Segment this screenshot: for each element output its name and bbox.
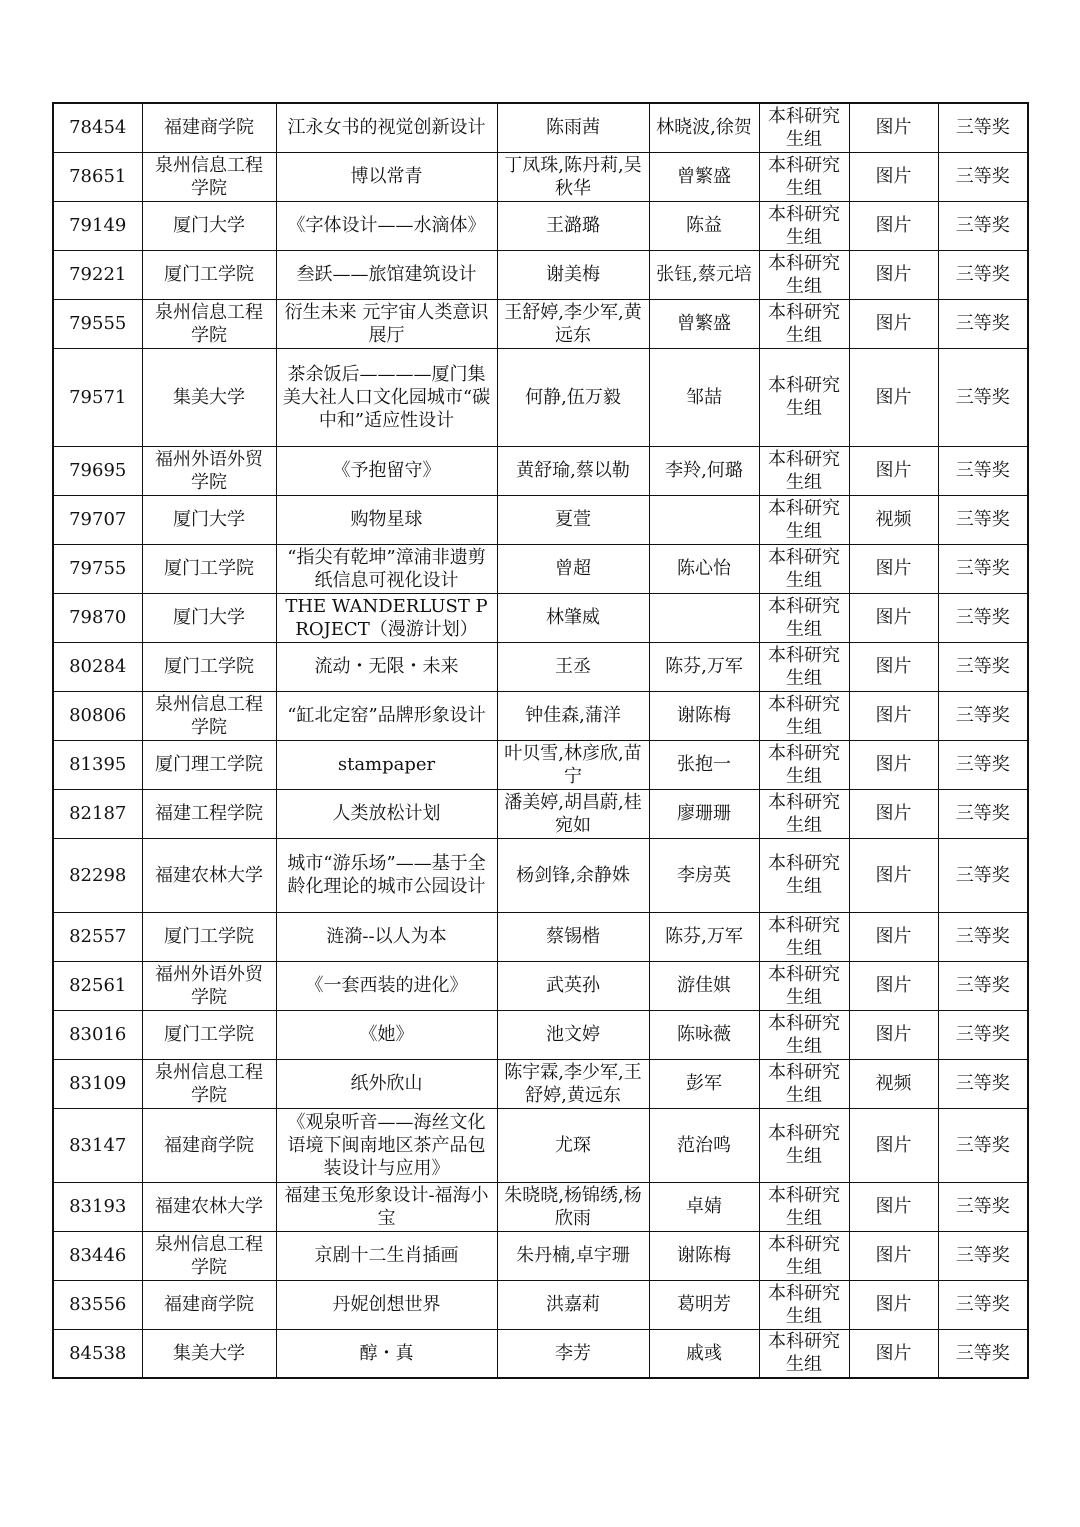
cell-award: 三等奖 [938, 838, 1028, 912]
cell-work-type: 图片 [849, 1182, 938, 1231]
cell-school: 厦门工学院 [142, 544, 276, 593]
cell-work-type: 图片 [849, 789, 938, 838]
cell-entry-id: 82561 [53, 961, 142, 1010]
cell-authors: 朱晓晓,杨锦绣,杨欣雨 [497, 1182, 649, 1231]
cell-group: 本科研究生组 [759, 446, 849, 495]
cell-advisor: 张抱一 [649, 740, 759, 789]
cell-work-type: 图片 [849, 544, 938, 593]
cell-group: 本科研究生组 [759, 961, 849, 1010]
cell-school: 泉州信息工程学院 [142, 299, 276, 348]
cell-group: 本科研究生组 [759, 838, 849, 912]
cell-school: 厦门理工学院 [142, 740, 276, 789]
cell-work-type: 图片 [849, 642, 938, 691]
cell-entry-id: 80806 [53, 691, 142, 740]
cell-advisor [649, 495, 759, 544]
cell-advisor: 陈咏薇 [649, 1010, 759, 1059]
cell-group: 本科研究生组 [759, 1010, 849, 1059]
cell-work-type: 图片 [849, 691, 938, 740]
table-row [53, 348, 1028, 446]
cell-group: 本科研究生组 [759, 1059, 849, 1108]
table-row [53, 103, 1028, 152]
cell-school: 泉州信息工程学院 [142, 1231, 276, 1280]
cell-group: 本科研究生组 [759, 691, 849, 740]
cell-authors: 李芳 [497, 1329, 649, 1378]
cell-authors: 池文婷 [497, 1010, 649, 1059]
cell-work-type: 图片 [849, 740, 938, 789]
cell-authors: 陈宇霖,李少军,王舒婷,黄远东 [497, 1059, 649, 1108]
cell-entry-id: 81395 [53, 740, 142, 789]
cell-award: 三等奖 [938, 789, 1028, 838]
cell-award: 三等奖 [938, 348, 1028, 446]
cell-award: 三等奖 [938, 299, 1028, 348]
cell-school: 厦门工学院 [142, 1010, 276, 1059]
cell-authors: 尤琛 [497, 1108, 649, 1182]
cell-authors: 夏萱 [497, 495, 649, 544]
cell-entry-id: 83109 [53, 1059, 142, 1108]
cell-award: 三等奖 [938, 1182, 1028, 1231]
cell-work-type: 图片 [849, 348, 938, 446]
cell-group: 本科研究生组 [759, 103, 849, 152]
cell-advisor: 曾繁盛 [649, 152, 759, 201]
cell-school: 福建商学院 [142, 103, 276, 152]
table-row [53, 740, 1028, 789]
table-body [53, 103, 1028, 1378]
cell-award: 三等奖 [938, 1010, 1028, 1059]
cell-work-title: THE WANDERLUST PROJECT（漫游计划） [276, 593, 497, 642]
table-row [53, 691, 1028, 740]
cell-group: 本科研究生组 [759, 348, 849, 446]
cell-entry-id: 82557 [53, 912, 142, 961]
cell-work-title: 福建玉兔形象设计-福海小宝 [276, 1182, 497, 1231]
cell-work-title: 京剧十二生肖插画 [276, 1231, 497, 1280]
table-row [53, 544, 1028, 593]
table-row [53, 299, 1028, 348]
cell-authors: 林肇威 [497, 593, 649, 642]
table-row [53, 838, 1028, 912]
cell-work-type: 图片 [849, 446, 938, 495]
cell-group: 本科研究生组 [759, 495, 849, 544]
cell-school: 泉州信息工程学院 [142, 152, 276, 201]
cell-work-title: 《字体设计——水滴体》 [276, 201, 497, 250]
cell-authors: 洪嘉莉 [497, 1280, 649, 1329]
cell-work-title: 《她》 [276, 1010, 497, 1059]
cell-authors: 王潞璐 [497, 201, 649, 250]
cell-advisor: 李房英 [649, 838, 759, 912]
cell-group: 本科研究生组 [759, 1108, 849, 1182]
cell-work-title: 衍生未来 元宇宙人类意识展厅 [276, 299, 497, 348]
cell-advisor: 彭军 [649, 1059, 759, 1108]
cell-work-type: 图片 [849, 1108, 938, 1182]
cell-award: 三等奖 [938, 495, 1028, 544]
cell-award: 三等奖 [938, 1280, 1028, 1329]
cell-group: 本科研究生组 [759, 1280, 849, 1329]
cell-school: 泉州信息工程学院 [142, 691, 276, 740]
cell-work-type: 图片 [849, 1231, 938, 1280]
table-row [53, 642, 1028, 691]
cell-school: 厦门大学 [142, 495, 276, 544]
cell-authors: 黄舒瑜,蔡以勒 [497, 446, 649, 495]
cell-entry-id: 79695 [53, 446, 142, 495]
cell-advisor: 卓婧 [649, 1182, 759, 1231]
cell-school: 福州外语外贸学院 [142, 446, 276, 495]
cell-school: 福州外语外贸学院 [142, 961, 276, 1010]
cell-award: 三等奖 [938, 912, 1028, 961]
cell-authors: 王丞 [497, 642, 649, 691]
cell-entry-id: 78454 [53, 103, 142, 152]
cell-advisor [649, 593, 759, 642]
cell-entry-id: 80284 [53, 642, 142, 691]
cell-school: 厦门工学院 [142, 642, 276, 691]
cell-entry-id: 82187 [53, 789, 142, 838]
cell-entry-id: 79571 [53, 348, 142, 446]
cell-award: 三等奖 [938, 691, 1028, 740]
cell-group: 本科研究生组 [759, 250, 849, 299]
cell-entry-id: 83193 [53, 1182, 142, 1231]
table-row [53, 1231, 1028, 1280]
cell-entry-id: 79221 [53, 250, 142, 299]
cell-work-type: 视频 [849, 1059, 938, 1108]
cell-award: 三等奖 [938, 593, 1028, 642]
cell-work-type: 图片 [849, 961, 938, 1010]
cell-advisor: 陈芬,万军 [649, 912, 759, 961]
table-row [53, 201, 1028, 250]
cell-entry-id: 83147 [53, 1108, 142, 1182]
cell-work-type: 图片 [849, 838, 938, 912]
cell-work-title: 叁跃——旅馆建筑设计 [276, 250, 497, 299]
table-row [53, 495, 1028, 544]
cell-entry-id: 79707 [53, 495, 142, 544]
cell-work-type: 图片 [849, 593, 938, 642]
cell-authors: 蔡锡楷 [497, 912, 649, 961]
cell-work-type: 图片 [849, 201, 938, 250]
cell-authors: 陈雨茜 [497, 103, 649, 152]
cell-group: 本科研究生组 [759, 152, 849, 201]
cell-authors: 朱丹楠,卓宇珊 [497, 1231, 649, 1280]
cell-authors: 武英孙 [497, 961, 649, 1010]
cell-group: 本科研究生组 [759, 593, 849, 642]
cell-entry-id: 79755 [53, 544, 142, 593]
cell-school: 厦门工学院 [142, 912, 276, 961]
cell-school: 泉州信息工程学院 [142, 1059, 276, 1108]
cell-advisor: 游佳娸 [649, 961, 759, 1010]
cell-authors: 杨剑锋,余静姝 [497, 838, 649, 912]
cell-award: 三等奖 [938, 642, 1028, 691]
cell-advisor: 谢陈梅 [649, 1231, 759, 1280]
cell-award: 三等奖 [938, 446, 1028, 495]
cell-work-type: 图片 [849, 1329, 938, 1378]
cell-work-title: 博以常青 [276, 152, 497, 201]
cell-school: 福建商学院 [142, 1280, 276, 1329]
cell-entry-id: 83556 [53, 1280, 142, 1329]
cell-advisor: 李羚,何璐 [649, 446, 759, 495]
cell-work-title: 涟漪--以人为本 [276, 912, 497, 961]
table-row [53, 1010, 1028, 1059]
cell-group: 本科研究生组 [759, 740, 849, 789]
cell-work-title: stampaper [276, 740, 497, 789]
cell-group: 本科研究生组 [759, 544, 849, 593]
cell-advisor: 陈心怡 [649, 544, 759, 593]
cell-group: 本科研究生组 [759, 789, 849, 838]
cell-work-type: 图片 [849, 250, 938, 299]
cell-work-type: 图片 [849, 299, 938, 348]
cell-advisor: 林晓波,徐贺 [649, 103, 759, 152]
cell-authors: 钟佳森,蒲洋 [497, 691, 649, 740]
cell-work-title: 《予抱留守》 [276, 446, 497, 495]
cell-work-title: “指尖有乾坤”漳浦非遗剪纸信息可视化设计 [276, 544, 497, 593]
cell-entry-id: 83016 [53, 1010, 142, 1059]
cell-advisor: 葛明芳 [649, 1280, 759, 1329]
cell-group: 本科研究生组 [759, 1231, 849, 1280]
awards-table [52, 102, 1029, 1379]
cell-school: 集美大学 [142, 348, 276, 446]
cell-entry-id: 79149 [53, 201, 142, 250]
table-row [53, 912, 1028, 961]
cell-school: 福建工程学院 [142, 789, 276, 838]
cell-award: 三等奖 [938, 961, 1028, 1010]
cell-work-type: 图片 [849, 1280, 938, 1329]
cell-group: 本科研究生组 [759, 912, 849, 961]
cell-work-type: 视频 [849, 495, 938, 544]
table-row [53, 1108, 1028, 1182]
cell-authors: 丁凤珠,陈丹莉,吴秋华 [497, 152, 649, 201]
cell-entry-id: 83446 [53, 1231, 142, 1280]
cell-work-type: 图片 [849, 103, 938, 152]
cell-work-title: 流动・无限・未来 [276, 642, 497, 691]
cell-award: 三等奖 [938, 740, 1028, 789]
cell-authors: 叶贝雪,林彦欣,苗宁 [497, 740, 649, 789]
cell-authors: 潘美婷,胡昌蔚,桂宛如 [497, 789, 649, 838]
cell-school: 集美大学 [142, 1329, 276, 1378]
cell-work-title: 《观泉听音——海丝文化语境下闽南地区茶产品包装设计与应用》 [276, 1108, 497, 1182]
table-row [53, 250, 1028, 299]
cell-work-title: 醇・真 [276, 1329, 497, 1378]
cell-school: 福建商学院 [142, 1108, 276, 1182]
cell-award: 三等奖 [938, 1108, 1028, 1182]
cell-work-title: 茶余饭后————厦门集美大社人口文化园城市“碳中和”适应性设计 [276, 348, 497, 446]
cell-work-title: 人类放松计划 [276, 789, 497, 838]
table-row [53, 1182, 1028, 1231]
cell-award: 三等奖 [938, 250, 1028, 299]
cell-school: 厦门大学 [142, 593, 276, 642]
cell-work-title: 城市“游乐场”——基于全龄化理论的城市公园设计 [276, 838, 497, 912]
cell-school: 福建农林大学 [142, 838, 276, 912]
cell-authors: 何静,伍万毅 [497, 348, 649, 446]
cell-advisor: 范治鸣 [649, 1108, 759, 1182]
cell-advisor: 廖珊珊 [649, 789, 759, 838]
cell-group: 本科研究生组 [759, 299, 849, 348]
cell-school: 厦门工学院 [142, 250, 276, 299]
cell-entry-id: 79870 [53, 593, 142, 642]
cell-group: 本科研究生组 [759, 642, 849, 691]
cell-work-title: “缸北定窑”品牌形象设计 [276, 691, 497, 740]
table-row [53, 152, 1028, 201]
cell-entry-id: 82298 [53, 838, 142, 912]
cell-advisor: 谢陈梅 [649, 691, 759, 740]
cell-advisor: 戚彧 [649, 1329, 759, 1378]
cell-advisor: 陈芬,万军 [649, 642, 759, 691]
table-row [53, 789, 1028, 838]
cell-work-type: 图片 [849, 152, 938, 201]
table-row [53, 961, 1028, 1010]
cell-entry-id: 79555 [53, 299, 142, 348]
cell-entry-id: 84538 [53, 1329, 142, 1378]
cell-award: 三等奖 [938, 201, 1028, 250]
cell-school: 福建农林大学 [142, 1182, 276, 1231]
cell-group: 本科研究生组 [759, 201, 849, 250]
cell-advisor: 张钰,蔡元培 [649, 250, 759, 299]
table-row [53, 446, 1028, 495]
cell-advisor: 邹喆 [649, 348, 759, 446]
cell-entry-id: 78651 [53, 152, 142, 201]
cell-work-title: 江永女书的视觉创新设计 [276, 103, 497, 152]
cell-group: 本科研究生组 [759, 1182, 849, 1231]
cell-authors: 王舒婷,李少军,黄远东 [497, 299, 649, 348]
cell-award: 三等奖 [938, 1231, 1028, 1280]
cell-school: 厦门大学 [142, 201, 276, 250]
cell-award: 三等奖 [938, 152, 1028, 201]
table-row [53, 593, 1028, 642]
table-row [53, 1059, 1028, 1108]
cell-work-title: 购物星球 [276, 495, 497, 544]
cell-work-title: 丹妮创想世界 [276, 1280, 497, 1329]
cell-work-type: 图片 [849, 912, 938, 961]
cell-authors: 谢美梅 [497, 250, 649, 299]
cell-work-title: 《一套西装的进化》 [276, 961, 497, 1010]
cell-work-title: 纸外欣山 [276, 1059, 497, 1108]
cell-award: 三等奖 [938, 103, 1028, 152]
cell-authors: 曾超 [497, 544, 649, 593]
cell-group: 本科研究生组 [759, 1329, 849, 1378]
cell-advisor: 曾繁盛 [649, 299, 759, 348]
cell-award: 三等奖 [938, 1059, 1028, 1108]
cell-advisor: 陈益 [649, 201, 759, 250]
cell-award: 三等奖 [938, 1329, 1028, 1378]
table-row [53, 1329, 1028, 1378]
cell-award: 三等奖 [938, 544, 1028, 593]
cell-work-type: 图片 [849, 1010, 938, 1059]
table-row [53, 1280, 1028, 1329]
